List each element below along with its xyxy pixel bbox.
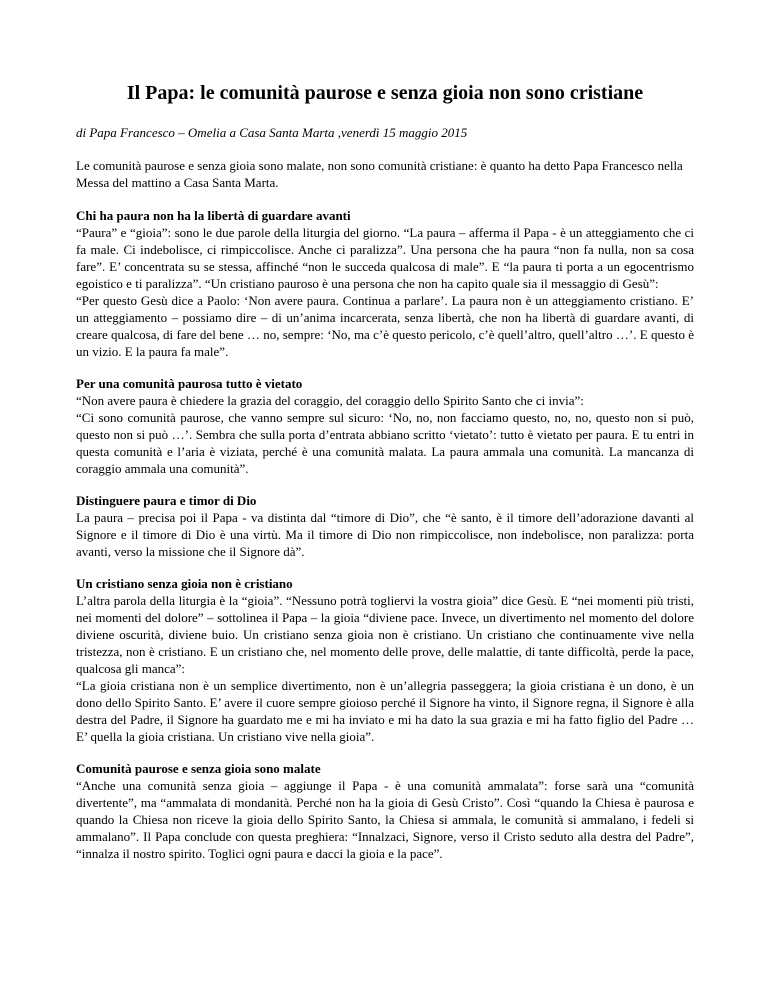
intro-paragraph: Le comunità paurose e senza gioia sono malate, non sono comunità cristiane: è quanto ha detto Papa Francesco nella Messa del mattino a Casa Santa Marta.	[76, 158, 683, 190]
section-paragraph: La paura – precisa poi il Papa - va distinta dal “timore di Dio”, che “è santo, è il timore dell’adorazione davanti al Signore e il timore di Dio è una virtù. Ma il timore di Dio non rimpiccolisce, non indebolisce, non paralizza: porta avanti, verso la missione che il Signore dà”.	[76, 510, 694, 559]
section-paragraph: L’altra parola della liturgia è la “gioia”. “Nessuno potrà togliervi la vostra gioia” dice Gesù. E “nei momenti più tristi, nei momenti del dolore” – sottolinea il Papa – la gioia “diviene pace. Invece, un divertimento nel momento del dolore diviene oscurità, diviene buio. Un cristiano senza gioia non è cristiano. Un cristiano che continuamente vive nella tristezza, non è cristiano. E un cristiano che, nel momento delle prove, delle malattie, di tante difficoltà, perde la pace, qualcosa gli manca”:	[76, 593, 694, 676]
section-heading: Un cristiano senza gioia non è cristiano	[76, 576, 293, 591]
section-comunita-malate	[76, 760, 694, 862]
section-paragraph: “Paura” e “gioia”: sono le due parole della liturgia del giorno. “La paura – afferma il Papa - è un atteggiamento che ci fa male. Ci indebolisce, ci rimpiccolisce. Anche ci paralizza”. Una persona che ha paura “non fa nulla, non sa cosa fare”. E’ concentrata su se stessa, affinché “non le succeda qualcosa di male”. E “la paura ti porta a un egocentrismo egoistico e ti paralizza”. “Un cristiano pauroso è una persona che non ha capito quale sia il messaggio di Gesù”:	[76, 225, 694, 291]
byline: di Papa Francesco – Omelia a Casa Santa Marta ,venerdì 15 maggio 2015	[76, 125, 468, 140]
section-cristiano-senza-gioia	[76, 575, 694, 745]
section-comunita-paurosa	[76, 375, 694, 477]
section-paragraph: “Non avere paura è chiedere la grazia del coraggio, del coraggio dello Spirito Santo che ci invia”:	[76, 393, 584, 408]
section-heading: Comunità paurose e senza gioia sono malate	[76, 761, 321, 776]
section-heading: Chi ha paura non ha la libertà di guardare avanti	[76, 208, 351, 223]
document-page	[76, 80, 694, 877]
section-paragraph: “Ci sono comunità paurose, che vanno sempre sul sicuro: ‘No, no, non facciamo questo, no, no, questo non si può, questo non si può …’. Sembra che sulla porta d’entrata abbiano scritto ‘vietato’: tutto è vietato per paura. E tu entri in questa comunità e l’aria è viziata, perché è una comunità malata. La paura ammala una comunità. La mancanza di coraggio ammala una comunità”.	[76, 410, 694, 476]
section-paragraph: “Per questo Gesù dice a Paolo: ‘Non avere paura. Continua a parlare’. La paura non è un atteggiamento cristiano. E’ un atteggiamento – possiamo dire – di un’anima incarcerata, senza libertà, che non ha libertà di guardare avanti, di creare qualcosa, di fare del bene … no, sempre: ‘No, ma c’è questo pericolo, c’è quell’altro, quell’altro …’. E questo è un vizio. E la paura fa male”.	[76, 293, 694, 359]
section-paura-liberta	[76, 207, 694, 360]
section-paragraph: “Anche una comunità senza gioia – aggiunge il Papa - è una comunità ammalata”: forse sarà una “comunità divertente”, ma “ammalata di mondanità. Perché non ha la gioia di Gesù Cristo”. Così “quando la Chiesa è paurosa e quando la Chiesa non riceve la gioia dello Spirito Santo, la Chiesa si ammala, le comunità si ammalano, i fedeli si ammalano”. Il Papa conclude con questa preghiera: “Innalzaci, Signore, verso il Cristo seduto alla destra del Padre”, “innalza il nostro spirito. Toglici ogni paura e dacci la gioia e la pace”.	[76, 778, 694, 861]
section-heading: Per una comunità paurosa tutto è vietato	[76, 376, 303, 391]
document-title: Il Papa: le comunità paurose e senza gioia non sono cristiane	[126, 82, 644, 104]
section-paragraph: “La gioia cristiana non è un semplice divertimento, non è un’allegria passeggera; la gioia cristiana è un dono, è un dono dello Spirito Santo. E’ avere il cuore sempre gioioso perché il Signore ha vinto, il Signore regna, il Signore è alla destra del Padre, il Signore ha guardato me e mi ha inviato e mi ha dato la sua grazia e mi ha fatto figlio del Padre … E’ quella la gioia cristiana. Un cristiano vive nella gioia”.	[76, 678, 694, 744]
section-heading: Distinguere paura e timor di Dio	[76, 493, 257, 508]
section-timor-di-dio	[76, 492, 694, 560]
